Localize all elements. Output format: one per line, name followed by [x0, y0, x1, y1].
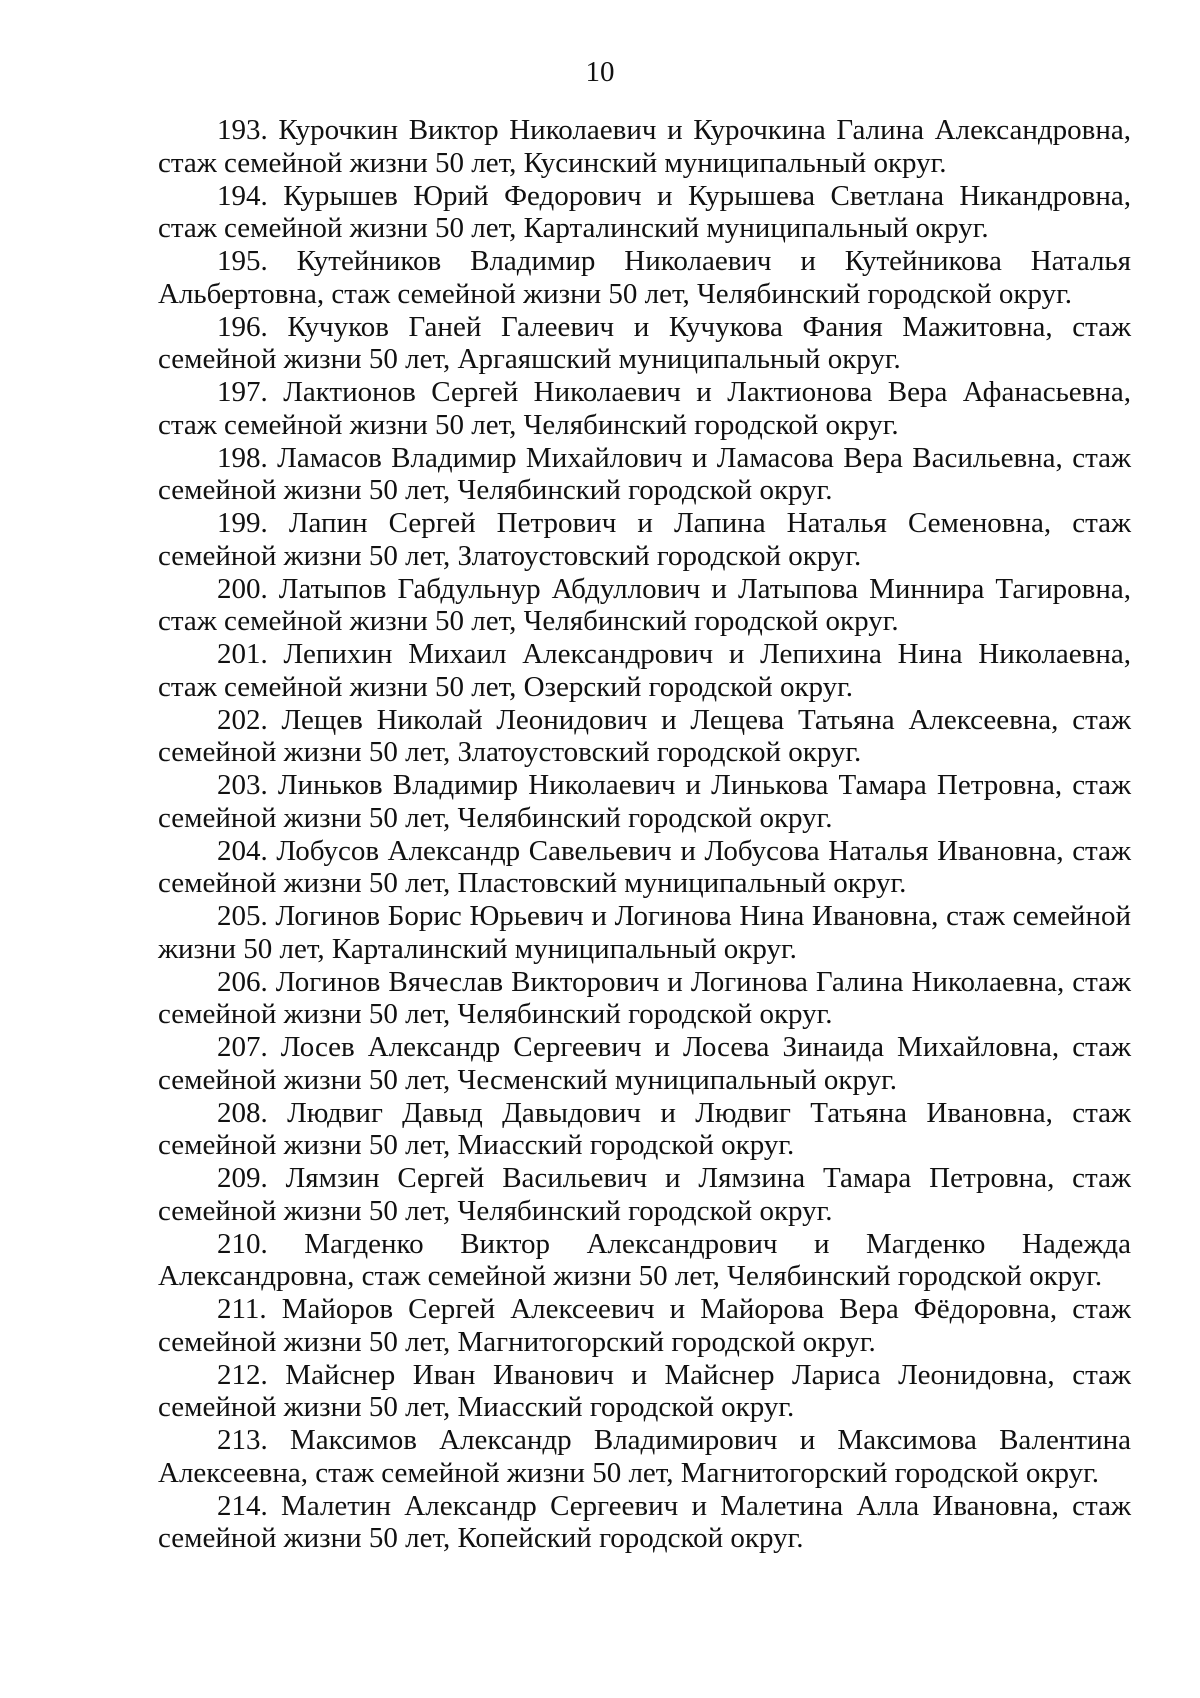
entry-list	[158, 114, 1131, 1555]
list-entry	[158, 573, 1131, 638]
entry-text: Латыпов Габдульнур Абдуллович и Латыпова Миннира Тагировна, стаж семейной жизни 50 лет, Челябинский городской округ.	[158, 572, 1131, 637]
list-entry	[158, 1359, 1131, 1424]
entry-number: 210.	[217, 1227, 268, 1260]
list-entry	[158, 900, 1131, 965]
entry-number: 206.	[217, 965, 268, 998]
list-entry	[158, 638, 1131, 703]
entry-text: Ламасов Владимир Михайлович и Ламасова Вера Васильевна, стаж семейной жизни 50 лет, Челябинский городской округ.	[158, 441, 1132, 506]
entry-text: Майснер Иван Иванович и Майснер Лариса Леонидовна, стаж семейной жизни 50 лет, Миасский городской округ.	[158, 1358, 1132, 1423]
entry-number: 197.	[217, 376, 268, 408]
entry-text: Кутейников Владимир Николаевич и Кутейникова Наталья Альбертовна, стаж семейной жизни 50 лет, Челябинский городской округ.	[158, 245, 1131, 310]
entry-number: 199.	[217, 507, 268, 539]
list-entry	[158, 769, 1131, 834]
list-entry	[158, 1031, 1131, 1096]
entry-text: Лямзин Сергей Васильевич и Лямзина Тамара Петровна, стаж семейной жизни 50 лет, Челябинский городской округ.	[158, 1162, 1131, 1227]
entry-text: Майоров Сергей Алексеевич и Майорова Вера Фёдоровна, стаж семейной жизни 50 лет, Магнитогорский городской округ.	[158, 1293, 1132, 1358]
entry-text: Лобусов Александр Савельевич и Лобусова Наталья Ивановна, стаж семейной жизни 50 лет, Пластовский муниципальный округ.	[158, 834, 1131, 899]
list-entry	[158, 835, 1131, 900]
entry-number: 209.	[217, 1162, 268, 1194]
entry-number: 198.	[217, 441, 268, 474]
list-entry	[158, 704, 1131, 769]
entry-number: 194.	[217, 179, 268, 212]
list-entry	[158, 1293, 1131, 1358]
list-entry	[158, 442, 1131, 507]
entry-number: 195.	[217, 245, 268, 277]
entry-number: 200.	[217, 572, 268, 605]
entry-text: Логинов Борис Юрьевич и Логинова Нина Ивановна, стаж семейной жизни 50 лет, Карталинский муниципальный округ.	[158, 900, 1131, 965]
list-entry	[158, 245, 1131, 310]
page-number: 10	[585, 56, 615, 88]
entry-number: 196.	[217, 310, 268, 343]
entry-text: Лещев Николай Леонидович и Лещева Татьяна Алексеевна, стаж семейной жизни 50 лет, Златоустовский городской округ.	[158, 703, 1132, 768]
entry-number: 205.	[217, 900, 268, 932]
list-entry	[158, 114, 1131, 179]
entry-number: 211.	[217, 1293, 267, 1325]
list-entry	[158, 180, 1131, 245]
list-entry	[158, 1424, 1131, 1489]
list-entry	[158, 1097, 1131, 1162]
entry-number: 193.	[217, 114, 268, 146]
entry-text: Лактионов Сергей Николаевич и Лактионова Вера Афанасьевна, стаж семейной жизни 50 лет, Челябинский городской округ.	[158, 376, 1132, 441]
entry-text: Кучуков Ганей Галеевич и Кучукова Фания Мажитовна, стаж семейной жизни 50 лет, Аргаяшский муниципальный округ.	[158, 310, 1132, 375]
entry-number: 208.	[217, 1096, 268, 1129]
entry-text: Людвиг Давыд Давыдович и Людвиг Татьяна Ивановна, стаж семейной жизни 50 лет, Миасский городской округ.	[158, 1096, 1132, 1161]
entry-text: Малетин Александр Сергеевич и Малетина Алла Ивановна, стаж семейной жизни 50 лет, Копейский городской округ.	[158, 1489, 1131, 1554]
entry-text: Логинов Вячеслав Викторович и Логинова Галина Николаевна, стаж семейной жизни 50 лет, Челябинский городской округ.	[158, 965, 1132, 1030]
entry-text: Линьков Владимир Николаевич и Линькова Тамара Петровна, стаж семейной жизни 50 лет, Челябинский городской округ.	[158, 769, 1132, 834]
entry-number: 202.	[217, 703, 268, 736]
list-entry	[158, 1162, 1131, 1227]
entry-number: 201.	[217, 638, 268, 670]
entry-number: 207.	[217, 1031, 268, 1063]
entry-text: Максимов Александр Владимирович и Максимова Валентина Алексеевна, стаж семейной жизни 50 лет, Магнитогорский городской округ.	[158, 1424, 1132, 1489]
entry-number: 214.	[217, 1489, 268, 1522]
list-entry	[158, 966, 1131, 1031]
list-entry	[158, 507, 1131, 572]
entry-number: 212.	[217, 1358, 268, 1391]
entry-number: 204.	[217, 834, 268, 867]
list-entry	[158, 311, 1131, 376]
entry-text: Лепихин Михаил Александрович и Лепихина Нина Николаевна, стаж семейной жизни 50 лет, Озерский городской округ.	[158, 638, 1131, 703]
entry-text: Лапин Сергей Петрович и Лапина Наталья Семеновна, стаж семейной жизни 50 лет, Златоустовский городской округ.	[158, 507, 1132, 572]
entry-text: Курышев Юрий Федорович и Курышева Светлана Никандровна, стаж семейной жизни 50 лет, Карталинский муниципальный округ.	[158, 179, 1132, 244]
entry-text: Курочкин Виктор Николаевич и Курочкина Галина Александровна, стаж семейной жизни 50 лет, Кусинский муниципальный округ.	[158, 114, 1132, 179]
list-entry	[158, 1228, 1131, 1293]
entry-number: 203.	[217, 769, 268, 801]
entry-text: Лосев Александр Сергеевич и Лосева Зинаида Михайловна, стаж семейной жизни 50 лет, Чесменский муниципальный округ.	[158, 1031, 1132, 1096]
list-entry	[158, 376, 1131, 441]
entry-number: 213.	[217, 1424, 268, 1456]
list-entry	[158, 1490, 1131, 1555]
entry-text: Магденко Виктор Александрович и Магденко Надежда Александровна, стаж семейной жизни 50 лет, Челябинский городской округ.	[158, 1227, 1132, 1292]
